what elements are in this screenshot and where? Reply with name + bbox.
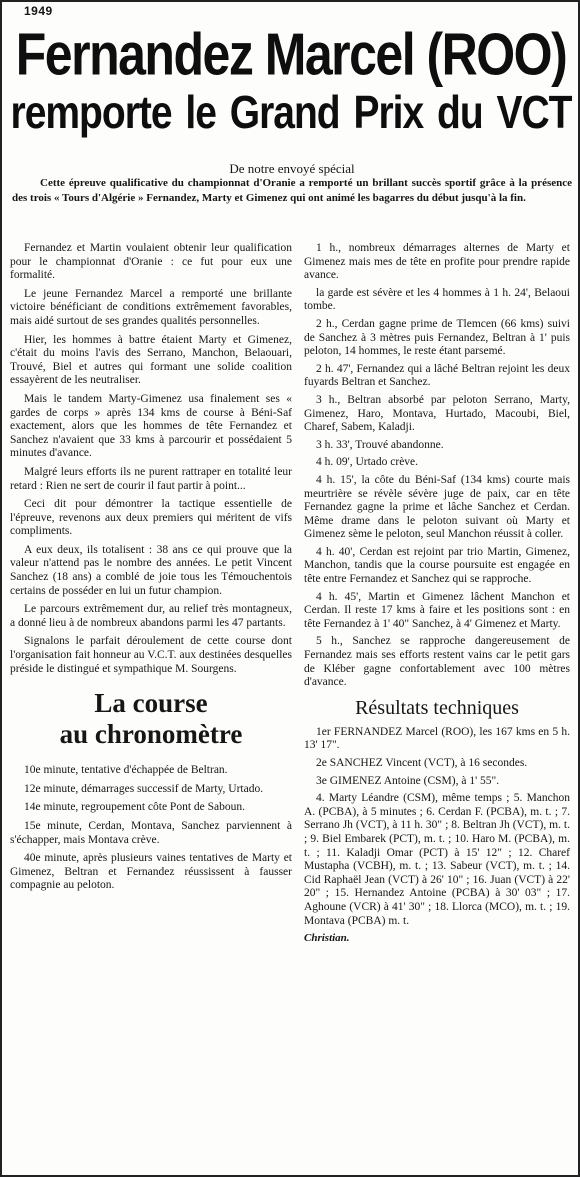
timeline-paragraph: 3 h., Beltran absorbé par peloton Serrano, Marty, Gimenez, Haro, Montava, Hurtado, Macoubi, Biel, Charef, Sabem, Kaladji. bbox=[304, 393, 570, 434]
timeline-paragraph: 3 h. 33', Trouvé abandonne. bbox=[316, 438, 444, 451]
chrono-title-line-1: La course bbox=[94, 688, 208, 719]
article-paragraph: Hier, les hommes à battre étaient Marty et Gimenez, c'était du moins l'avis des Serrano, Manchon, Belaouari, Trouvé, Biel et autres qui formant une solide coalition essayèrent de les neutraliser. bbox=[10, 333, 292, 387]
article-paragraph: Le parcours extrêmement dur, au relief très montagneux, a donné lieu à de nombreux abandons parmi les 47 partants. bbox=[10, 603, 292, 629]
article-paragraph: Signalons le parfait déroulement de cette course dont l'organisation fait honneur au V.C.T. aux destinées desquelles préside le distingué et sympathique M. Sourgens. bbox=[10, 635, 292, 675]
timeline-paragraph: 4 h. 40', Cerdan est rejoint par trio Martin, Gimenez, Manchon, tandis que la course poursuite est engagée en tête entre Fernandez et Sanchez qui se rapproche. bbox=[304, 545, 570, 586]
timeline-paragraph: 4 h. 09', Urtado crève. bbox=[316, 456, 419, 469]
right-column bbox=[304, 242, 570, 950]
article-paragraph: Ceci dit pour démontrer la tactique essentielle de l'épreuve, revenons aux deux premiers qui méritent de vifs compliments. bbox=[10, 498, 292, 538]
headline-line-1: Fernandez Marcel (ROO) bbox=[15, 21, 567, 88]
result-entry: 1er FERNANDEZ Marcel (ROO), les 167 kms en 5 h. 13' 17". bbox=[304, 725, 570, 752]
timeline-paragraph: la garde est sévère et les 4 hommes à 1 h. 24', Belaoui tombe. bbox=[304, 286, 570, 313]
left-column bbox=[10, 242, 292, 898]
intro-paragraph: Cette épreuve qualificative du championnat d'Oranie a remporté un brillant succès sportif grâce à la présence des trois « Tours d'Algérie » Fernandez, Marty et Gimenez qui ont animé les bagarres du début jusqu'à la fin. bbox=[12, 177, 572, 204]
article-paragraph: A eux deux, ils totalisent : 38 ans ce qui prouve que la valeur n'attend pas le nombre des années. Le petit Vincent Sanchez (18 ans) a comblé de joie tous les Témouchentois certains de posséder en lui un futur champion. bbox=[10, 543, 292, 597]
results-title: Résultats techniques bbox=[355, 696, 519, 719]
chrono-entry: 40e minute, après plusieurs vaines tentatives de Marty et Gimenez, Beltran et Fernandez réussissent à fausser compagnie au peloton. bbox=[10, 852, 292, 892]
author-signature: Christian. bbox=[304, 932, 350, 945]
chrono-entry: 14e minute, regroupement côte Pont de Saboun. bbox=[24, 801, 246, 814]
result-entry: 3e GIMENEZ Antoine (CSM), à 1' 55". bbox=[316, 774, 500, 787]
timeline-paragraph: 4 h. 45', Martin et Gimenez lâchent Manchon et Cerdan. Il reste 17 kms à faire et les positions sont : en tête Fernandez à 1' 40" Sanchez, à 4' Gimenez et Marty. bbox=[304, 590, 570, 630]
article-paragraph: Malgré leurs efforts ils ne purent rattraper en totalité leur retard : Rien ne sert de courir il faut partir à point... bbox=[10, 465, 292, 492]
chrono-section-title bbox=[10, 688, 292, 750]
article-paragraph: Mais le tandem Marty-Gimenez usa finalement ses « gardes de corps » après 134 kms de course à Béni-Saf exactement, alors que les hommes de tête Fernandez et Sanchez n'avaient que 33 kms à parcourir et possédaient 5 minutes d'avance. bbox=[10, 392, 292, 460]
byline: De notre envoyé spécial bbox=[229, 161, 355, 176]
article-paragraph: Fernandez et Martin voulaient obtenir leur qualification pour le championnat d'Oranie : ce fut pour eux une formalité. bbox=[10, 242, 292, 282]
chrono-title-line-2: au chronomètre bbox=[59, 719, 243, 750]
year-label: 1949 bbox=[24, 4, 53, 18]
timeline-paragraph: 1 h., nombreux démarrages alternes de Marty et Gimenez mais mes de tête en profite pour prendre rapide avance. bbox=[304, 242, 570, 282]
chrono-entry: 15e minute, Cerdan, Montava, Sanchez parviennent à s'échapper, mais Montava crève. bbox=[10, 820, 292, 846]
result-entry: 4. Marty Léandre (CSM), même temps ; 5. Manchon A. (PCBA), à 5 minutes ; 6. Cerdan F. (PCBA), m. t. ; 7. Serrano Jh (VCT), à 11 h. 30" ; 8. Beltran Jh (VCT), m. t. ; 9. Biel Embarek (PCT), m. t. ; 10. Haro M. (PCBA), m. t. ; 11. Kaladji Omar (PCT) à 15' 12" ; 12. Charef Mustapha (VCBH), m. t. ; 13. Sabeur (VCT), m. t. ; 14. Cid Raphaël Jean (VCT) à 26' 10" ; 16. Juan (VCT) à 22' 20" ; 15. Hernandez Antoine (PCBA) à 30' 03" ; 17. Aghoune (VCR) à 41' 30" ; 18. Llorca (MCO), m. t. ; 19. Montava (PCBA) m. t. bbox=[304, 792, 570, 927]
chrono-entry: 10e minute, tentative d'échappée de Beltran. bbox=[24, 764, 228, 777]
article-paragraph: Le jeune Fernandez Marcel a remporté une brillante victoire bénéficiant de conditions extrêmement favorables, mais aidé surtout de ses grandes qualités personnelles. bbox=[10, 287, 292, 327]
headline-line-2: remporte le Grand Prix du VCT bbox=[10, 88, 572, 139]
chrono-entry: 12e minute, démarrages successif de Marty, Urtado. bbox=[24, 782, 264, 795]
timeline-paragraph: 4 h. 15', la côte du Béni-Saf (134 kms) courte mais meurtrière se révèle sévère juge de paix, car en tête Fernandez gagne la prime et lâche Sanchez et Cerdan. Même drame dans le peloton suivant où Marty et Gimenez sème le peloton, seul Manchon réussit à coller. bbox=[304, 473, 570, 541]
timeline-paragraph: 2 h. 47', Fernandez qui a lâché Beltran rejoint les deux fuyards Beltran et Sanchez. bbox=[304, 362, 570, 389]
result-entry: 2e SANCHEZ Vincent (VCT), à 16 secondes. bbox=[316, 757, 528, 769]
timeline-paragraph: 5 h., Sanchez se rapproche dangereusement de Fernandez mais ses efforts restent vains car le petit gars de Kléber gagne confortablement avec 100 mètres d'avance. bbox=[304, 635, 570, 689]
timeline-paragraph: 2 h., Cerdan gagne prime de Tlemcen (66 kms) suivi de Sanchez à 3 mètres puis Fernandez, Beltran à 1' puis peloton, 14 hommes, le reste étant parsemé. bbox=[304, 317, 570, 358]
